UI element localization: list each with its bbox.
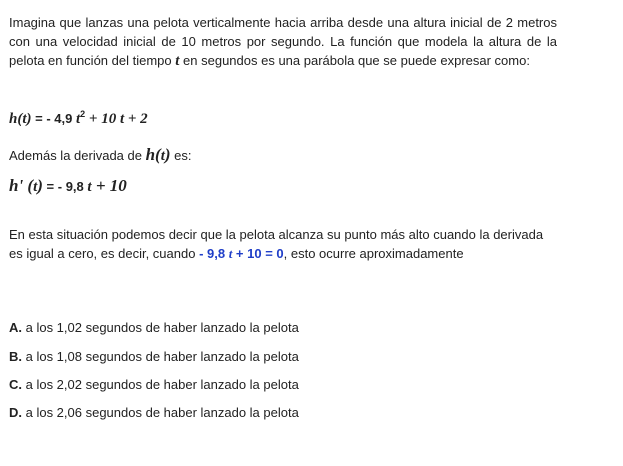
option-c-text: a los 2,02 segundos de haber lanzado la pelota xyxy=(22,377,299,392)
situation-paragraph xyxy=(9,225,549,263)
situation-eq-var: t xyxy=(228,246,233,261)
answer-option-d[interactable] xyxy=(9,405,299,420)
answer-option-a[interactable] xyxy=(9,320,299,335)
formula-h-name: h( xyxy=(9,111,23,127)
option-b-text: a los 1,08 segundos de haber lanzado la pelota xyxy=(22,349,299,364)
derivative-intro-close: ) xyxy=(164,145,171,164)
derivative-intro-text: Además la derivada de xyxy=(9,148,146,163)
formula-dh-var: t xyxy=(33,179,38,195)
time-variable: t xyxy=(175,53,180,69)
situation-tail: , esto ocurre aproximadamente xyxy=(283,246,464,261)
option-d-letter: D. xyxy=(9,405,22,420)
option-c-letter: C. xyxy=(9,377,22,392)
option-b-letter: B. xyxy=(9,349,22,364)
formula-h-exponent: 2 xyxy=(80,109,86,119)
formula-dh-rest: + 10 xyxy=(91,176,127,195)
derivative-intro-var: t xyxy=(160,148,165,164)
option-a-letter: A. xyxy=(9,320,22,335)
situation-eq-part1: - 9,8 xyxy=(199,246,229,261)
formula-h-t2: t xyxy=(75,111,81,127)
formula-dh-eq: = - 9,8 xyxy=(42,179,88,194)
problem-intro-tail: en segundos es una parábola que se puede expresar como: xyxy=(183,53,530,68)
formula-h-eq: = - 4,9 xyxy=(31,111,76,126)
formula-h-var: t xyxy=(22,111,27,127)
derivative-intro xyxy=(9,145,192,165)
situation-text: En esta situación podemos decir que la pelota alcanza su punto más alto cuando la derivada es igual a cero, es decir, cuando xyxy=(9,227,544,261)
formula-dh-name: h' ( xyxy=(9,176,34,195)
answer-option-c[interactable] xyxy=(9,377,299,392)
formula-h-rest: + 10 t + 2 xyxy=(85,111,148,127)
situation-eq-part2: + 10 = 0 xyxy=(232,246,284,261)
derivative-formula xyxy=(9,176,127,196)
formula-dh-t: t xyxy=(87,179,92,195)
option-d-text: a los 2,06 segundos de haber lanzado la pelota xyxy=(22,405,299,420)
derivative-intro-fn: h( xyxy=(145,145,161,164)
derivative-intro-tail: es: xyxy=(170,148,192,163)
answer-option-b[interactable] xyxy=(9,349,299,364)
problem-statement xyxy=(9,13,557,71)
formula-h-close: ) xyxy=(26,111,32,127)
problem-intro: Imagina que lanzas una pelota verticalmente hacia arriba desde una altura inicial de 2 metros con una velocidad inicial de 10 metros por segundo. La función que modela la altura de la pelota en función del tiempo xyxy=(9,15,557,68)
height-function-formula xyxy=(9,111,148,128)
option-a-text: a los 1,02 segundos de haber lanzado la pelota xyxy=(22,320,299,335)
formula-dh-close: ) xyxy=(37,176,43,195)
